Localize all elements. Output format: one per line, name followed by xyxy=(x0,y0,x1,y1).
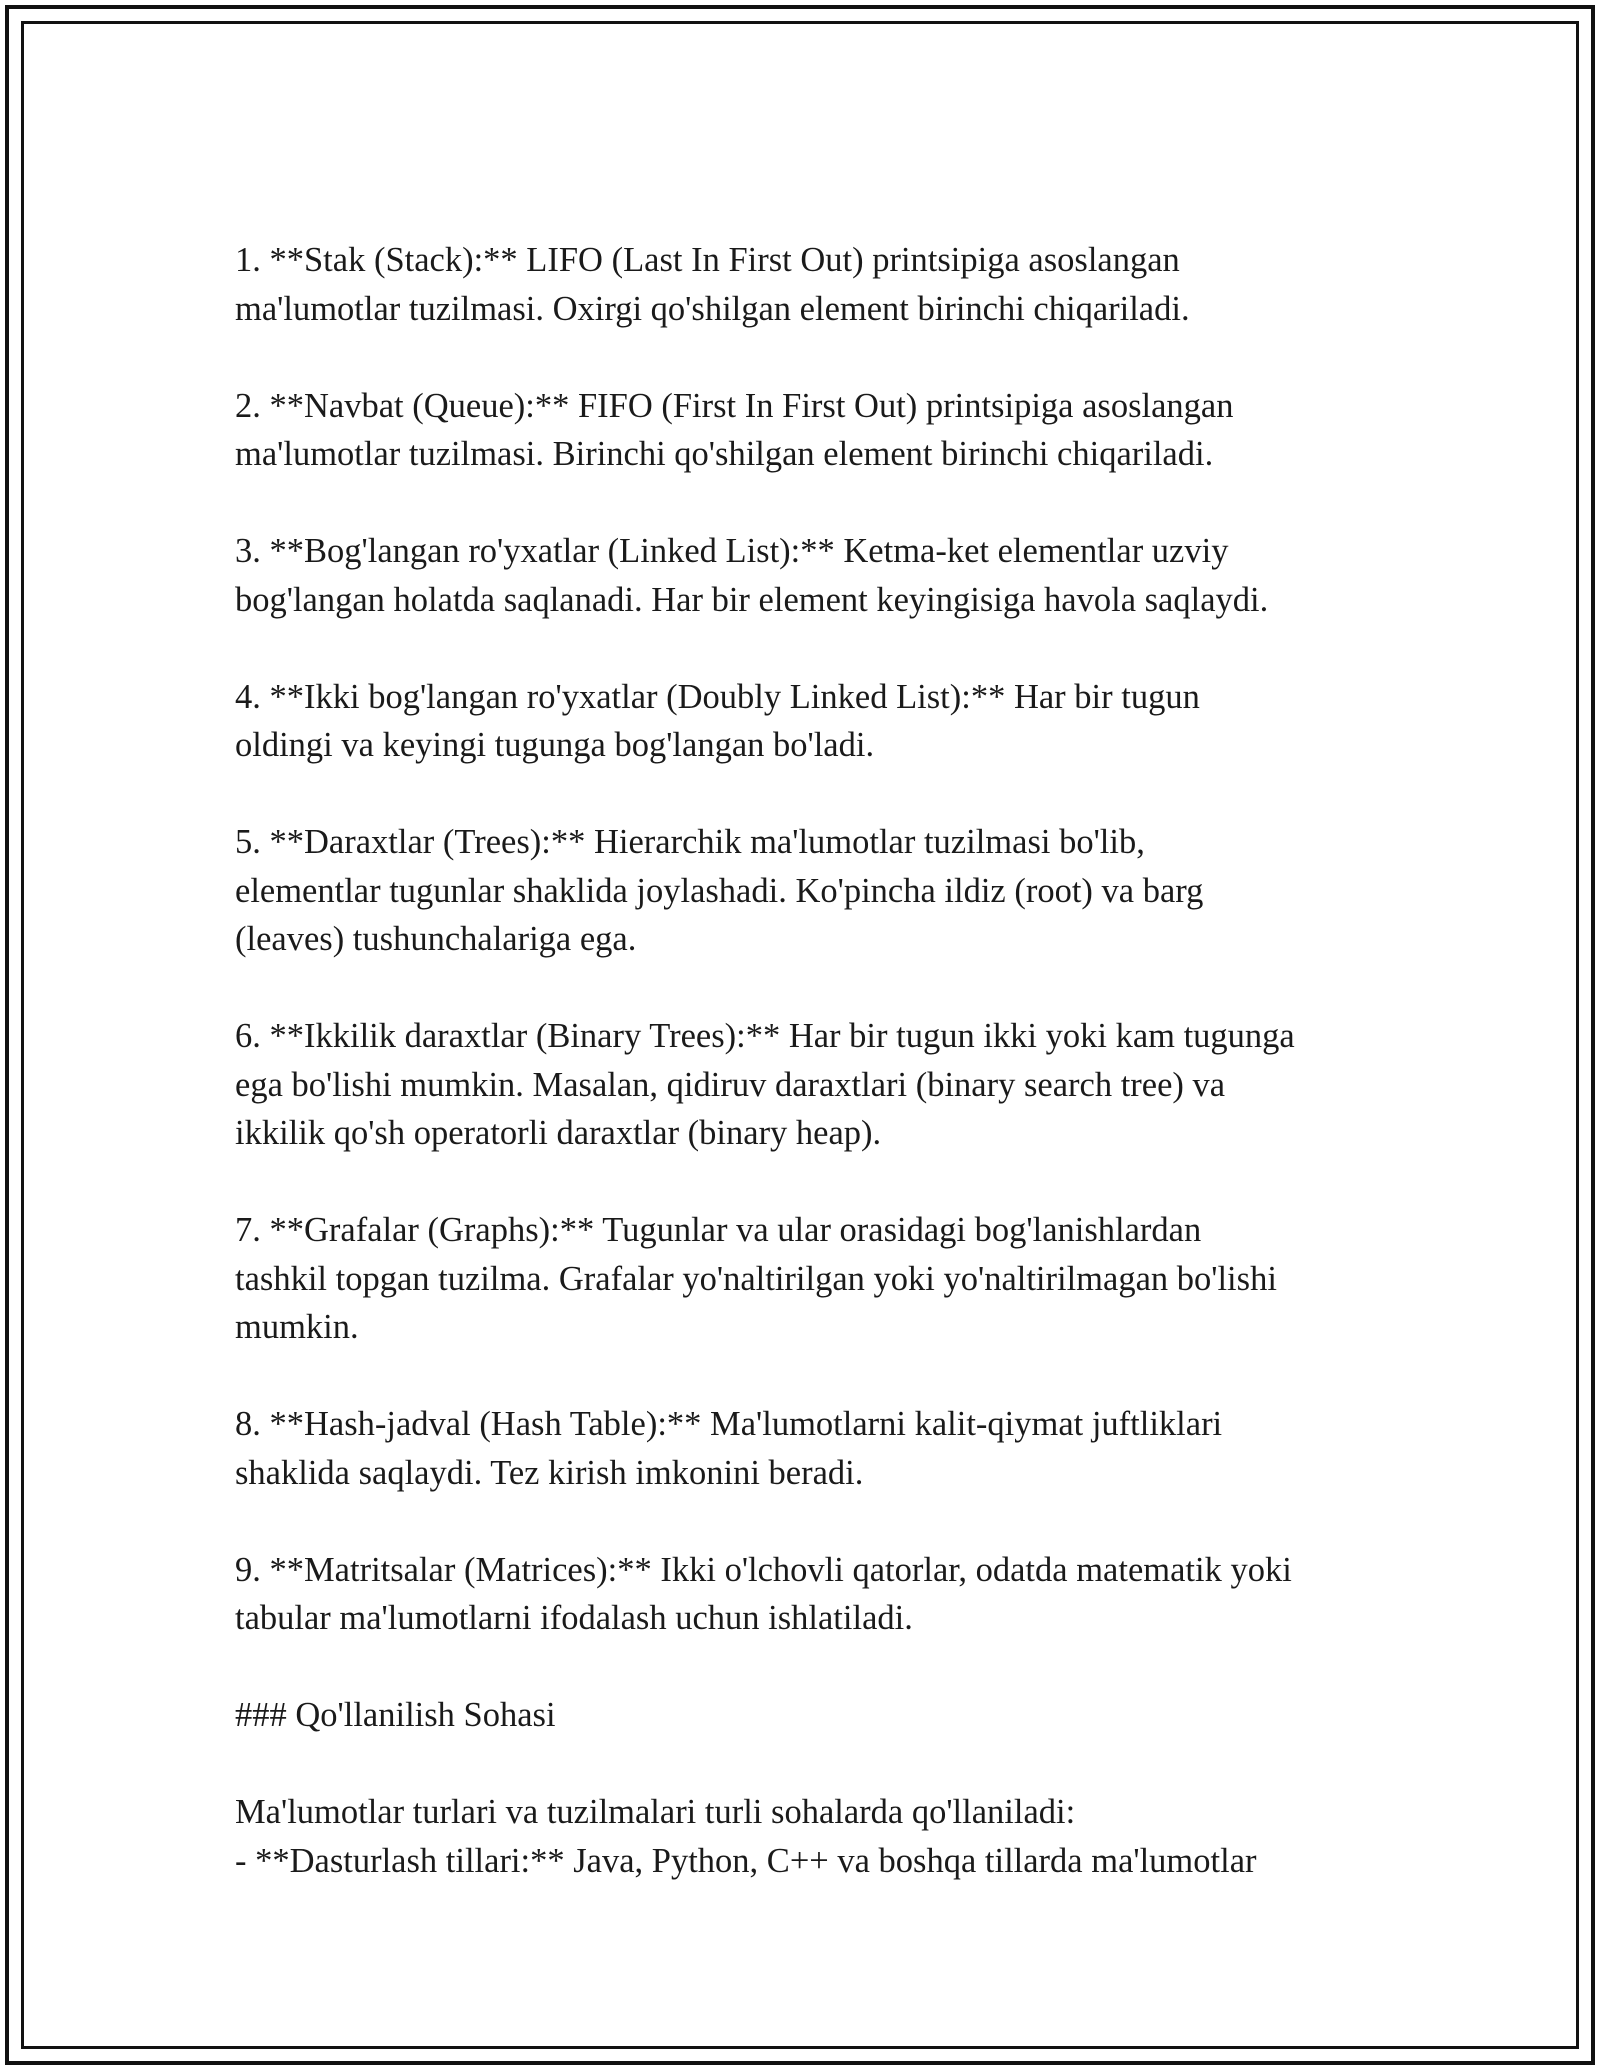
list-item-matrices: 9. **Matritsalar (Matrices):** Ikki o'lchovli qatorlar, odatda matematik yoki tabular ma'lumotlarni ifodalash uchun ishlatiladi. xyxy=(235,1550,1292,1637)
list-item-binary-trees: 6. **Ikkilik daraxtlar (Binary Trees):** Har bir tugun ikki yoki kam tugunga ega bo'lishi mumkin. Masalan, qidiruv daraxtlari (binary search tree) va ikkilik qo'sh operatorli daraxtlar (binary heap). xyxy=(235,1017,1295,1152)
list-item-doubly-linked-list: 4. **Ikki bog'langan ro'yxatlar (Doubly Linked List):** Har bir tugun oldingi va keyingi tugunga bog'langan bo'ladi. xyxy=(235,677,1200,764)
section-intro: Ma'lumotlar turlari va tuzilmalari turli sohalarda qo'llaniladi: xyxy=(235,1793,1076,1831)
list-item-hash-table: 8. **Hash-jadval (Hash Table):** Ma'lumotlarni kalit-qiymat juftliklari shaklida saqlaydi. Tez kirish imkonini beradi. xyxy=(235,1405,1223,1492)
bullet-item: - **Dasturlash tillari:** Java, Python, C++ va boshqa tillarda ma'lumotlar xyxy=(235,1841,1257,1880)
list-item-linked-list: 3. **Bog'langan ro'yxatlar (Linked List):** Ketma-ket elementlar uzviy bog'langan holatda saqlanadi. Har bir element keyingisiga havola saqlaydi. xyxy=(235,532,1269,619)
document-body xyxy=(235,236,1415,1885)
list-item-queue: 2. **Navbat (Queue):** FIFO (First In First Out) printsipiga asoslangan ma'lumotlar tuzilmasi. Birinchi qo'shilgan element birinchi chiqariladi. xyxy=(235,386,1234,473)
list-item-trees: 5. **Daraxtlar (Trees):** Hierarchik ma'lumotlar tuzilmasi bo'lib, elementlar tugunlar shaklida joylashadi. Ko'pincha ildiz (root) va barg (leaves) tushunchalariga ega. xyxy=(235,823,1204,958)
list-item-graphs: 7. **Grafalar (Graphs):** Tugunlar va ular orasidagi bog'lanishlardan tashkil topgan tuzilma. Grafalar yo'naltirilgan yoki yo'naltirilmagan bo'lishi mumkin. xyxy=(235,1211,1277,1346)
section-heading: ### Qo'llanilish Sohasi xyxy=(235,1696,556,1734)
list-item-stack: 1. **Stak (Stack):** LIFO (Last In First Out) printsipiga asoslangan ma'lumotlar tuzilmasi. Oxirgi qo'shilgan element birinchi chiqariladi. xyxy=(235,241,1190,328)
